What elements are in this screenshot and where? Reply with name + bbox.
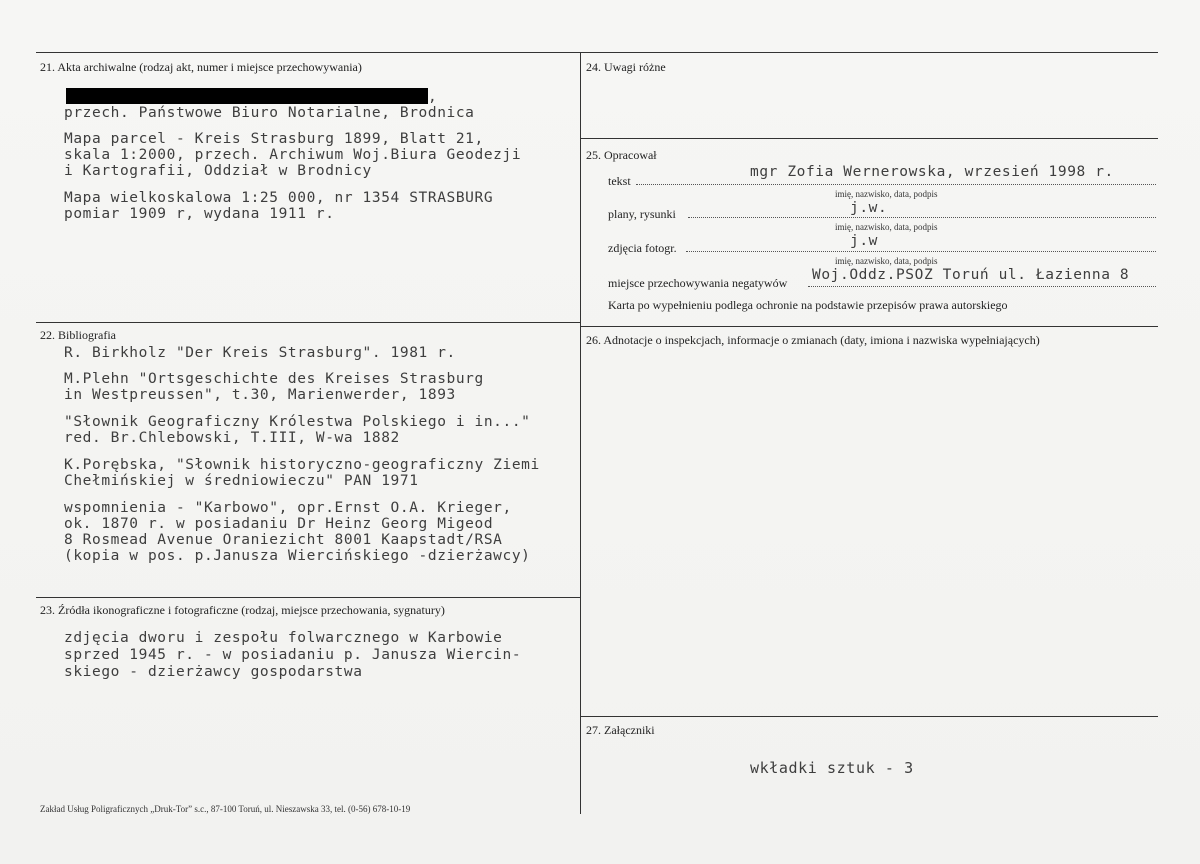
tekst-label: tekst <box>608 174 631 188</box>
plany-value: j.w. <box>850 200 888 216</box>
printer-footer: Zakład Usług Poligraficznych „Druk-Tor” s.c., 87-100 Toruń, ul. Nieszawska 33, tel. (0-56) 678-10-19 <box>40 804 411 814</box>
rule-25-26 <box>580 326 1158 327</box>
section-22-label: 22. Bibliografia <box>40 328 116 342</box>
top-rule <box>36 52 1158 53</box>
section-21-label: 21. Akta archiwalne (rodzaj akt, numer i miejsce przechowywania) <box>40 60 362 74</box>
s22-line-3: in Westpreussen", t.30, Marienwerder, 1893 <box>64 387 456 403</box>
s23-line-1: zdjęcia dworu i zespołu folwarcznego w Karbowie <box>64 630 503 646</box>
rule-26-27 <box>580 716 1158 717</box>
zdjecia-value: j.w <box>850 233 878 249</box>
section-25-label: 25. Opracował <box>586 148 657 162</box>
copyright-note: Karta po wypełnieniu podlega ochronie na podstawie przepisów prawa autorskiego <box>608 298 1008 312</box>
redaction-comma: , <box>428 89 438 105</box>
s21-line-2: Mapa parcel - Kreis Strasburg 1899, Blatt 21, <box>64 131 484 147</box>
rule-21-22 <box>36 322 580 323</box>
section-26-label: 26. Adnotacje o inspekcjach, informacje o zmianach (daty, imiona i nazwiska wypełniających) <box>586 333 1040 347</box>
s22-line-10: 8 Rosmead Avenue Oraniezicht 8001 Kaapstadt/RSA <box>64 532 503 548</box>
negatywy-label: miejsce przechowywania negatywów <box>608 276 788 290</box>
s21-line-5: Mapa wielkoskalowa 1:25 000, nr 1354 STRASBURG <box>64 190 494 206</box>
s21-line-6: pomiar 1909 r, wydana 1911 r. <box>64 206 335 222</box>
rule-24-25 <box>580 138 1158 139</box>
section-27-label: 27. Załączniki <box>586 723 655 737</box>
s22-line-8: wspomnienia - "Karbowo", opr.Ernst O.A. Krieger, <box>64 500 512 516</box>
s22-line-6: K.Porębska, "Słownik historyczno-geograficzny Ziemi <box>64 457 540 473</box>
s22-line-2: M.Plehn "Ortsgeschichte des Kreises Strasburg <box>64 371 484 387</box>
zdjecia-dotted-line <box>686 251 1156 252</box>
s21-line-3: skala 1:2000, przech. Archiwum Woj.Biura Geodezji <box>64 147 522 163</box>
tekst-dotted-line <box>636 184 1156 185</box>
rule-22-23 <box>36 597 580 598</box>
signature-hint-1: imię, nazwisko, data, podpis <box>835 189 938 199</box>
s22-line-1: R. Birkholz "Der Kreis Strasburg". 1981 r. <box>64 345 456 361</box>
attachments-value: wkładki sztuk - 3 <box>750 759 914 777</box>
negatywy-dotted-line <box>808 286 1156 287</box>
s22-line-9: ok. 1870 r. w posiadaniu Dr Heinz Georg Migeod <box>64 516 494 532</box>
s21-line-4: i Kartografii, Oddział w Brodnicy <box>64 163 372 179</box>
zdjecia-label: zdjęcia fotogr. <box>608 241 677 255</box>
section-23-label: 23. Źródła ikonograficzne i fotograficzne (rodzaj, miejsce przechowania, sygnatury) <box>40 603 445 617</box>
signature-hint-2: imię, nazwisko, data, podpis <box>835 222 938 232</box>
redaction-bar <box>66 88 428 104</box>
section-24-label: 24. Uwagi różne <box>586 60 666 74</box>
s23-line-3: skiego - dzierżawcy gospodarstwa <box>64 664 363 680</box>
tekst-value: mgr Zofia Wernerowska, wrzesień 1998 r. <box>750 164 1114 180</box>
center-divider <box>580 52 581 814</box>
plany-dotted-line <box>688 217 1156 218</box>
s23-line-2: sprzed 1945 r. - w posiadaniu p. Janusza Wiercin- <box>64 647 522 663</box>
s22-line-11: (kopia w pos. p.Janusza Wiercińskiego -dzierżawcy) <box>64 548 531 564</box>
signature-hint-3: imię, nazwisko, data, podpis <box>835 256 938 266</box>
s21-line-1: przech. Państwowe Biuro Notarialne, Brodnica <box>64 105 475 121</box>
s22-line-5: red. Br.Chlebowski, T.III, W-wa 1882 <box>64 430 400 446</box>
s22-line-4: "Słownik Geograficzny Królestwa Polskiego i in..." <box>64 414 531 430</box>
negatywy-value: Woj.Oddz.PSOZ Toruń ul. Łazienna 8 <box>812 267 1130 283</box>
plany-label: plany, rysunki <box>608 207 676 221</box>
s22-line-7: Chełmińskiej w średniowieczu" PAN 1971 <box>64 473 419 489</box>
